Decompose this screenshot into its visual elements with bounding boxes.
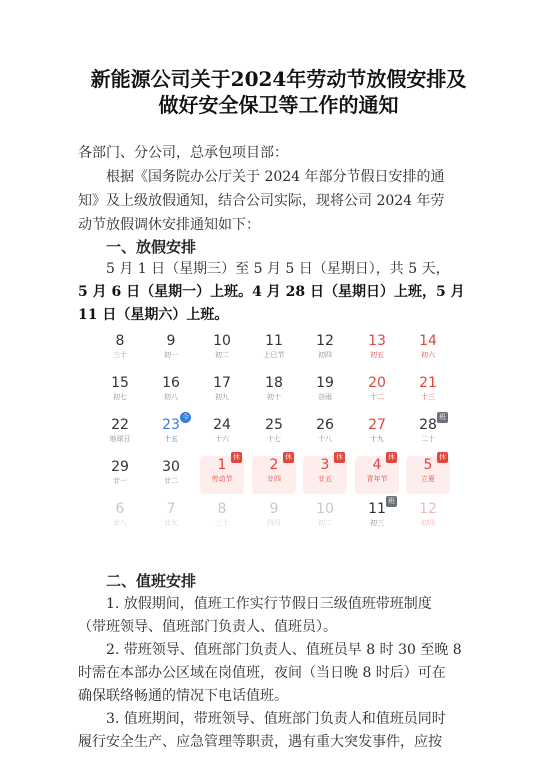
calendar-day-lunar: 初六 [421, 351, 435, 359]
calendar-day-badge: 休 [439, 453, 446, 461]
calendar-day [355, 497, 399, 536]
duty-line-7: 履行安全生产、应急管理等职责，遇有重大突发事件，应按 [78, 734, 442, 750]
calendar-day-number: 2 [269, 457, 279, 473]
calendar-day-lunar: 十五 [164, 435, 178, 443]
calendar-day-number: 24 [213, 417, 231, 433]
calendar-day-number: 5 [423, 457, 433, 473]
document-title [0, 66, 557, 118]
calendar-day [98, 458, 142, 494]
duty-line-4: 时需在本部办公区域在岗值班，夜间（当日晚 8 时后）可在 [78, 665, 446, 681]
calendar-day [98, 500, 142, 536]
duty-line-2: （带班领导、值班部门负责人、值班员）。 [78, 619, 337, 635]
calendar-day [252, 500, 296, 536]
calendar-day-number: 28 [419, 417, 437, 433]
calendar-day-badge: 休 [388, 453, 395, 461]
calendar-day-number: 18 [265, 375, 283, 391]
calendar-day-lunar: 初五 [370, 351, 384, 359]
calendar-day-number: 25 [265, 417, 283, 433]
calendar-day-lunar: 廿八 [113, 519, 127, 527]
calendar-day-number: 10 [316, 501, 334, 517]
calendar-day-badge: 班 [439, 413, 446, 421]
calendar-day [303, 500, 347, 536]
calendar-day [406, 413, 450, 452]
intro-line-1: 根据《国务院办公厅关于 2024 年部分节假日安排的通 [106, 169, 445, 185]
calendar-day [200, 332, 244, 368]
calendar-day-lunar: 初四 [421, 519, 435, 527]
calendar-day-lunar: 十九 [370, 435, 384, 443]
calendar-day [303, 416, 347, 452]
calendar-day-number: 7 [166, 501, 176, 517]
calendar-day-number: 30 [162, 459, 180, 475]
calendar-day [303, 332, 347, 368]
calendar-day-number: 21 [419, 375, 437, 391]
calendar-day-lunar: 地球日 [109, 435, 131, 443]
calendar-day [406, 374, 450, 410]
calendar-day [303, 453, 347, 494]
calendar-day-number: 13 [368, 333, 386, 349]
calendar-day-number: 27 [368, 417, 386, 433]
calendar-day [200, 500, 244, 536]
section-heading-holiday: 一、放假安排 [106, 238, 197, 256]
calendar-day-badge: 休 [233, 453, 240, 461]
calendar-day-lunar: 初十 [267, 393, 281, 401]
calendar-day [200, 374, 244, 410]
calendar-day-number: 6 [115, 501, 125, 517]
holiday-line-1: 5 月 1 日（星期三）至 5 月 5 日（星期日），共 5 天， [106, 261, 450, 277]
holiday-line-2: 5 月 6 日（星期一）上班。4 月 28 日（星期日）上班，5 月 [78, 284, 465, 300]
calendar-day [252, 374, 296, 410]
calendar-day [98, 416, 142, 452]
calendar-day-lunar: 十三 [421, 393, 435, 401]
calendar-image [92, 326, 464, 542]
section-heading-duty: 二、值班安排 [106, 572, 197, 590]
duty-line-5: 确保联络畅通的情况下电话值班。 [78, 688, 288, 704]
duty-line-1: 1. 放假期间，值班工作实行节假日三级值班带班制度 [106, 596, 432, 612]
calendar-day-lunar: 四月 [267, 519, 281, 527]
calendar-day-lunar: 初七 [113, 393, 127, 401]
calendar-day-lunar: 廿二 [164, 477, 178, 485]
calendar-day-lunar: 初三 [370, 519, 384, 527]
calendar-day [406, 453, 450, 494]
calendar-day-lunar: 十二 [370, 393, 384, 401]
calendar-day [303, 374, 347, 410]
calendar-day [149, 374, 193, 410]
calendar-day-lunar: 初九 [215, 393, 229, 401]
calendar-day-number: 10 [213, 333, 231, 349]
calendar-day [252, 332, 296, 368]
calendar-day-badge: 班 [388, 497, 395, 505]
calendar-day [252, 453, 296, 494]
calendar-day-lunar: 三十 [215, 519, 229, 527]
calendar-day-lunar: 初二 [215, 351, 229, 359]
calendar-day-number: 23 [162, 417, 180, 433]
calendar-day [149, 413, 193, 452]
calendar-day-number: 9 [166, 333, 176, 349]
calendar-day [355, 332, 399, 368]
calendar-day-lunar: 三十 [113, 351, 127, 359]
calendar-day-lunar: 上巳节 [263, 351, 285, 359]
calendar-day [200, 416, 244, 452]
calendar-day [355, 453, 399, 494]
calendar-day-badge: 休 [336, 453, 343, 461]
intro-line-2: 知》及上级放假通知，结合公司实际，现将公司 2024 年劳 [78, 193, 445, 209]
calendar-day-number: 3 [320, 457, 330, 473]
calendar-day [149, 500, 193, 536]
duty-line-6: 3. 值班期间，带班领导、值班部门负责人和值班员同时 [106, 711, 446, 727]
calendar-day-lunar: 初二 [318, 519, 332, 527]
calendar-day [149, 332, 193, 368]
calendar-day [355, 374, 399, 410]
title-line-2: 做好安全保卫等工作的通知 [158, 93, 399, 117]
calendar-day-number: 22 [111, 417, 129, 433]
calendar-day-badge: 今 [182, 413, 189, 421]
calendar-day-number: 9 [269, 501, 279, 517]
calendar-day-number: 11 [368, 501, 386, 517]
calendar-day-lunar: 廿一 [113, 477, 127, 485]
calendar-day-number: 8 [217, 501, 227, 517]
calendar-day-number: 12 [316, 333, 334, 349]
calendar-day-number: 16 [162, 375, 180, 391]
calendar-day [355, 416, 399, 452]
calendar-day-number: 14 [419, 333, 437, 349]
calendar-day-number: 29 [111, 459, 129, 475]
calendar-day-lunar: 初四 [318, 351, 332, 359]
greeting: 各部门、分公司，总承包项目部： [78, 145, 288, 161]
calendar-day-number: 12 [419, 501, 437, 517]
calendar-day-lunar: 劳动节 [211, 475, 233, 483]
calendar-day-lunar: 十六 [215, 435, 229, 443]
calendar-day-lunar: 青年节 [366, 475, 388, 483]
calendar-day [98, 332, 142, 368]
calendar-day [406, 332, 450, 368]
calendar-day [406, 500, 450, 536]
calendar-day-lunar: 廿四 [267, 475, 281, 483]
calendar-day-number: 17 [213, 375, 231, 391]
calendar-day-lunar: 二十 [421, 435, 435, 443]
calendar-day [200, 453, 244, 494]
calendar-day [149, 458, 193, 494]
calendar-day [252, 416, 296, 452]
calendar-day-badge: 休 [285, 453, 292, 461]
calendar-day-number: 8 [115, 333, 125, 349]
calendar-day-number: 11 [265, 333, 283, 349]
calendar-day-lunar: 十七 [267, 435, 281, 443]
calendar-day-lunar: 廿九 [164, 519, 178, 527]
calendar-day-lunar: 廿五 [318, 475, 332, 483]
calendar-day-number: 19 [316, 375, 334, 391]
title-line-1: 新能源公司关于2024年劳动节放假安排及 [90, 67, 467, 91]
calendar-day [98, 374, 142, 410]
calendar-day-number: 20 [368, 375, 386, 391]
calendar-day-lunar: 谷雨 [318, 393, 332, 401]
calendar-day-lunar: 立夏 [421, 475, 435, 483]
intro-line-3: 动节放假调休安排通知如下： [78, 217, 260, 233]
calendar-day-number: 26 [316, 417, 334, 433]
calendar-day-lunar: 初一 [164, 351, 178, 359]
duty-line-3: 2. 带班领导、值班部门负责人、值班员早 8 时 30 至晚 8 [106, 642, 462, 658]
calendar-day-number: 4 [372, 457, 382, 473]
holiday-line-3: 11 日（星期六）上班。 [78, 307, 229, 323]
calendar-day-number: 15 [111, 375, 129, 391]
calendar-day-lunar: 初八 [164, 393, 178, 401]
calendar-day-lunar: 十八 [318, 435, 332, 443]
calendar-day-number: 1 [217, 457, 227, 473]
